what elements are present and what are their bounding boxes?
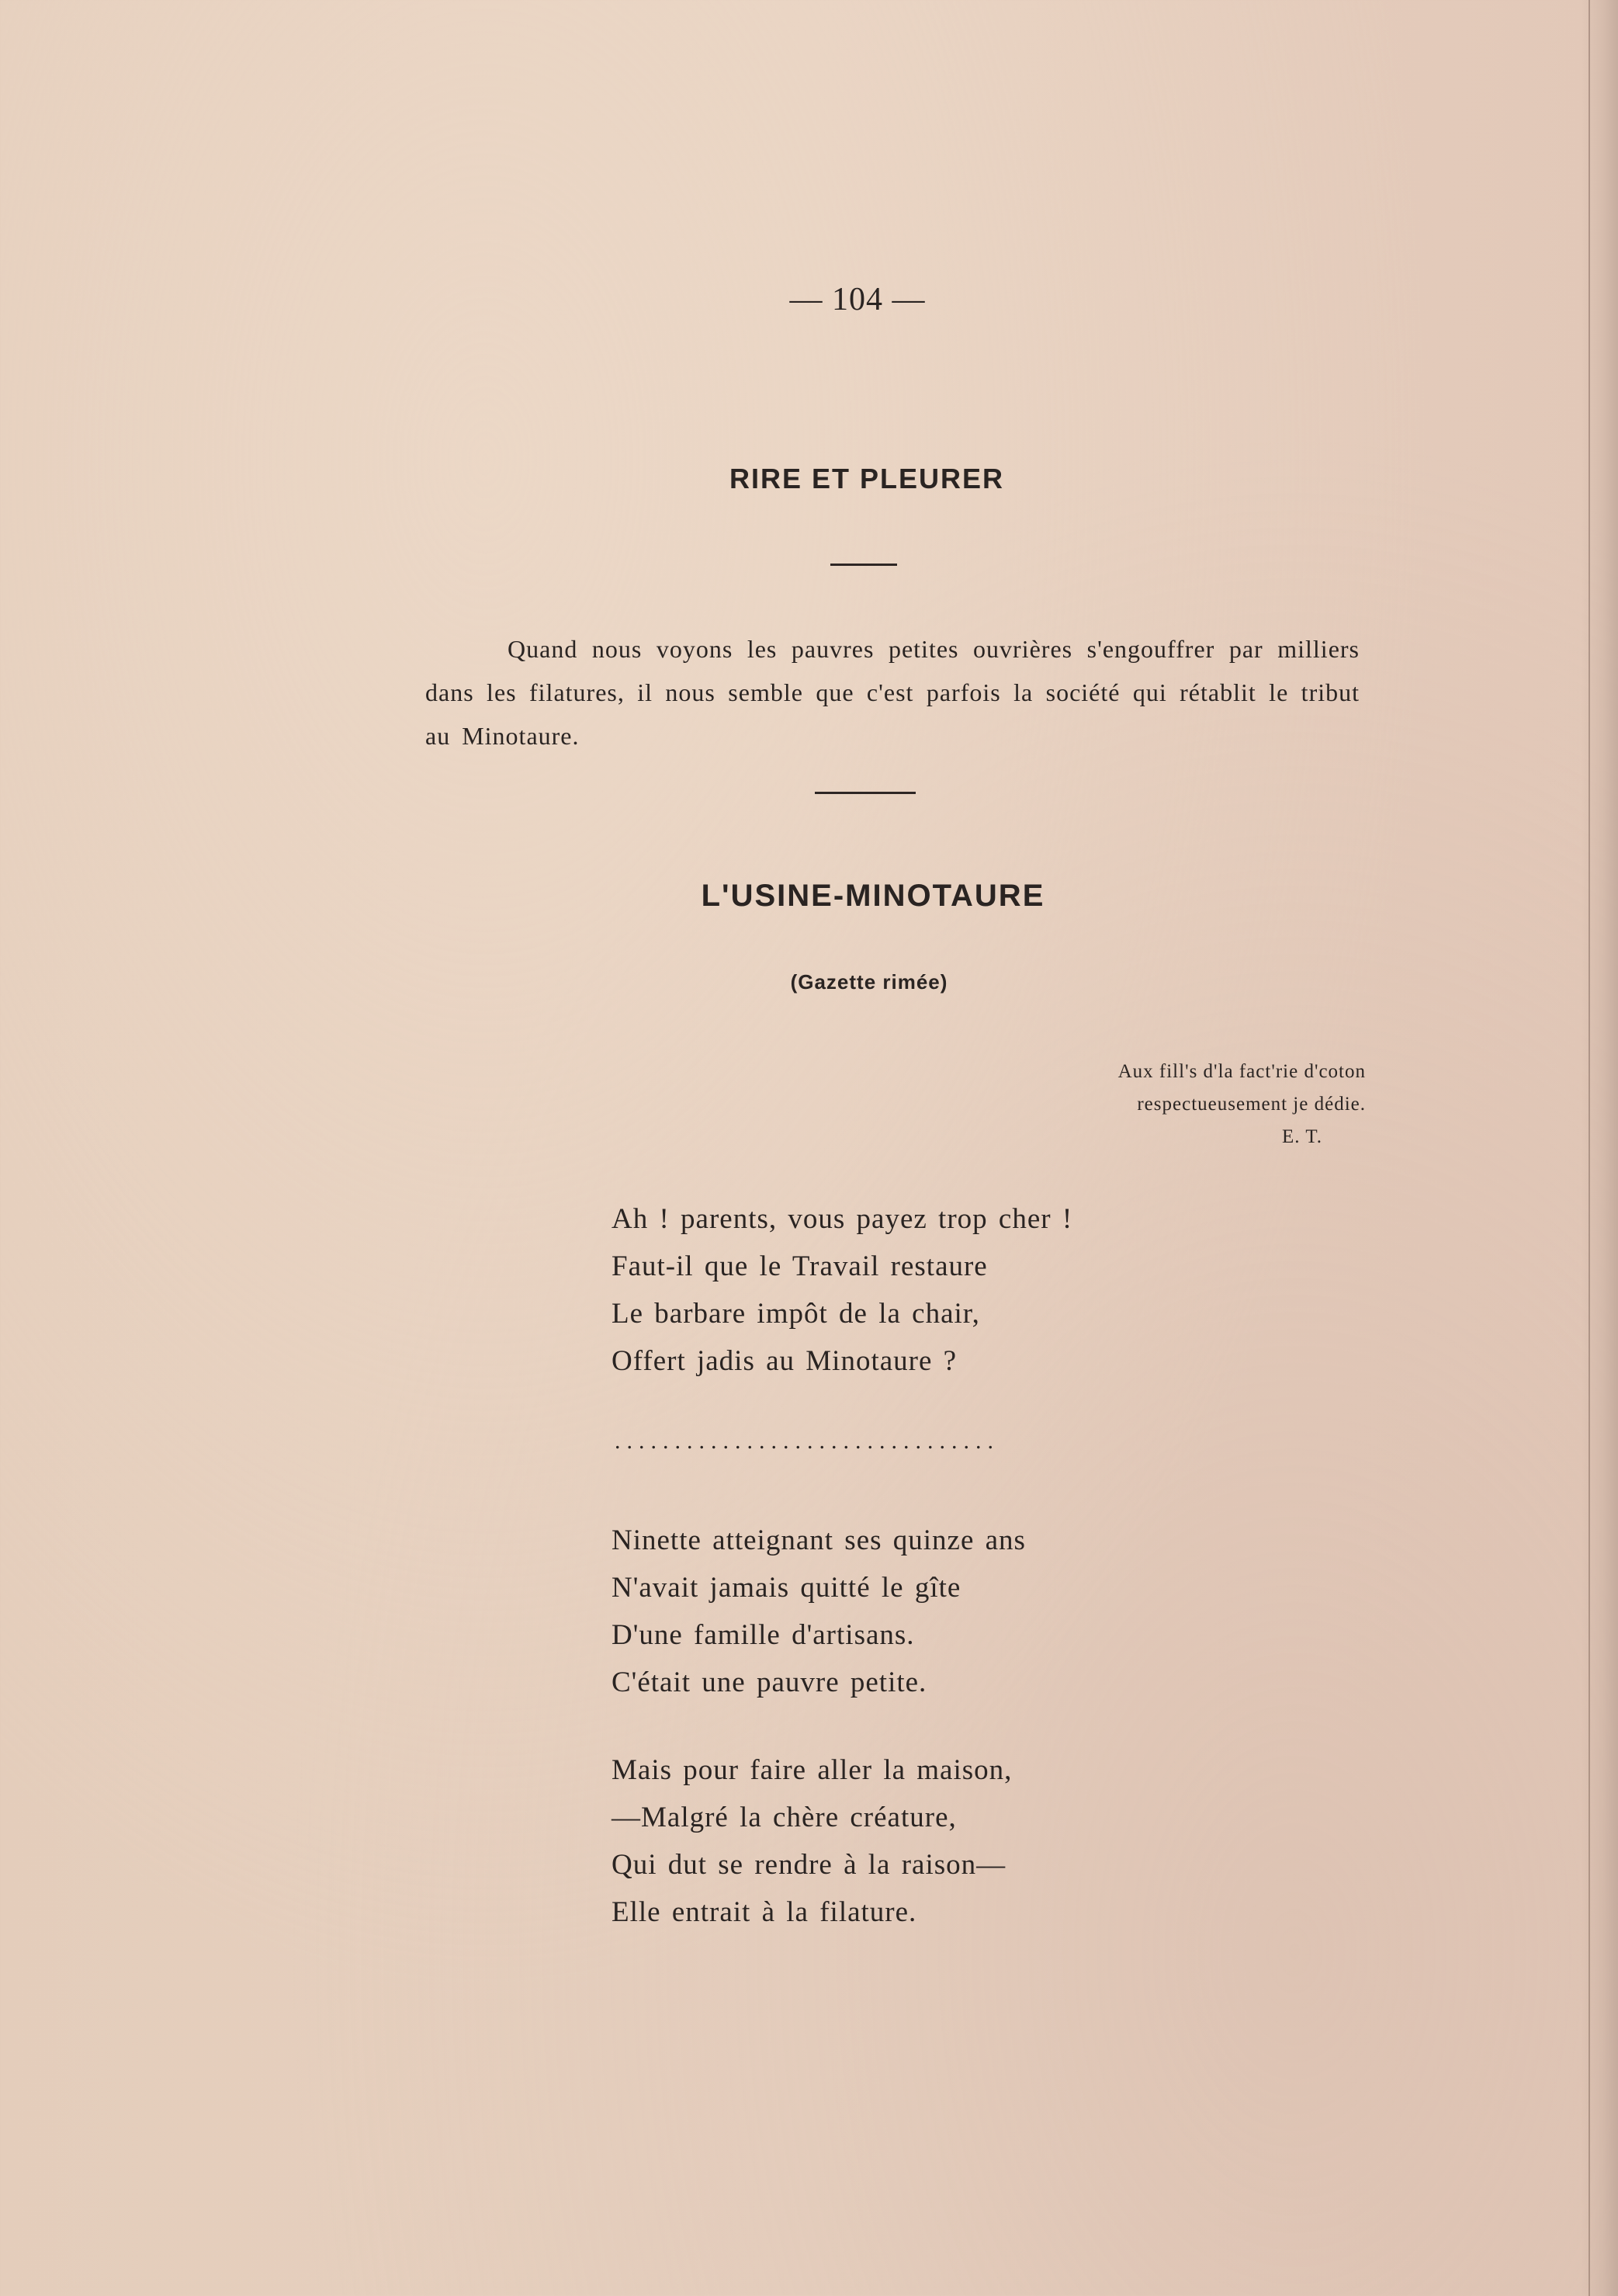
page-binding-line — [1589, 0, 1590, 2296]
poem-title: L'USINE-MINOTAURE — [701, 879, 1045, 913]
stanza — [612, 1746, 1012, 1936]
verse-line: Faut-il que le Travail restaure — [612, 1250, 988, 1282]
stanza — [612, 1517, 1026, 1706]
verse-line: Mais pour faire aller la maison, — [612, 1754, 1013, 1786]
page-edge-shadow — [1581, 0, 1618, 2296]
verse-line: D'une famille d'artisans. — [612, 1619, 915, 1651]
dedication-line: respectueusement je dédie. — [1137, 1094, 1366, 1115]
divider-rule — [815, 792, 916, 794]
section-title-rire-et-pleurer: RIRE ET PLEURER — [729, 463, 1005, 494]
verse-line: Elle entrait à la filature. — [612, 1896, 917, 1928]
intro-paragraph: Quand nous voyons les pauvres petites ouvrières s'engouffrer par milliers dans les filatures, il nous semble que c'est parfois la société qui rétablit le tribut au Minotaure. — [425, 635, 1360, 750]
author-initials: E. T. — [1282, 1126, 1322, 1147]
verse-line: N'avait jamais quitté le gîte — [612, 1572, 961, 1604]
divider-rule — [830, 564, 897, 566]
verse-line: —Malgré la chère créature, — [612, 1802, 957, 1833]
dedication-line: Aux fill's d'la fact'rie d'coton — [1117, 1061, 1366, 1082]
verse-line: C'était une pauvre petite. — [612, 1667, 927, 1698]
dedication — [931, 1056, 1366, 1153]
verse-line: Ah ! parents, vous payez trop cher ! — [612, 1203, 1073, 1235]
omission-dots: ................................ — [615, 1428, 1000, 1454]
stanza — [612, 1195, 1072, 1385]
verse-line: Ninette atteignant ses quinze ans — [612, 1524, 1026, 1556]
verse-line: Offert jadis au Minotaure ? — [612, 1345, 958, 1377]
verse-line: Le barbare impôt de la chair, — [612, 1298, 980, 1330]
poem-subtitle: (Gazette rimée) — [790, 970, 948, 994]
verse-line: Qui dut se rendre à la raison— — [612, 1849, 1006, 1881]
page-number: — 104 — — [789, 282, 926, 317]
